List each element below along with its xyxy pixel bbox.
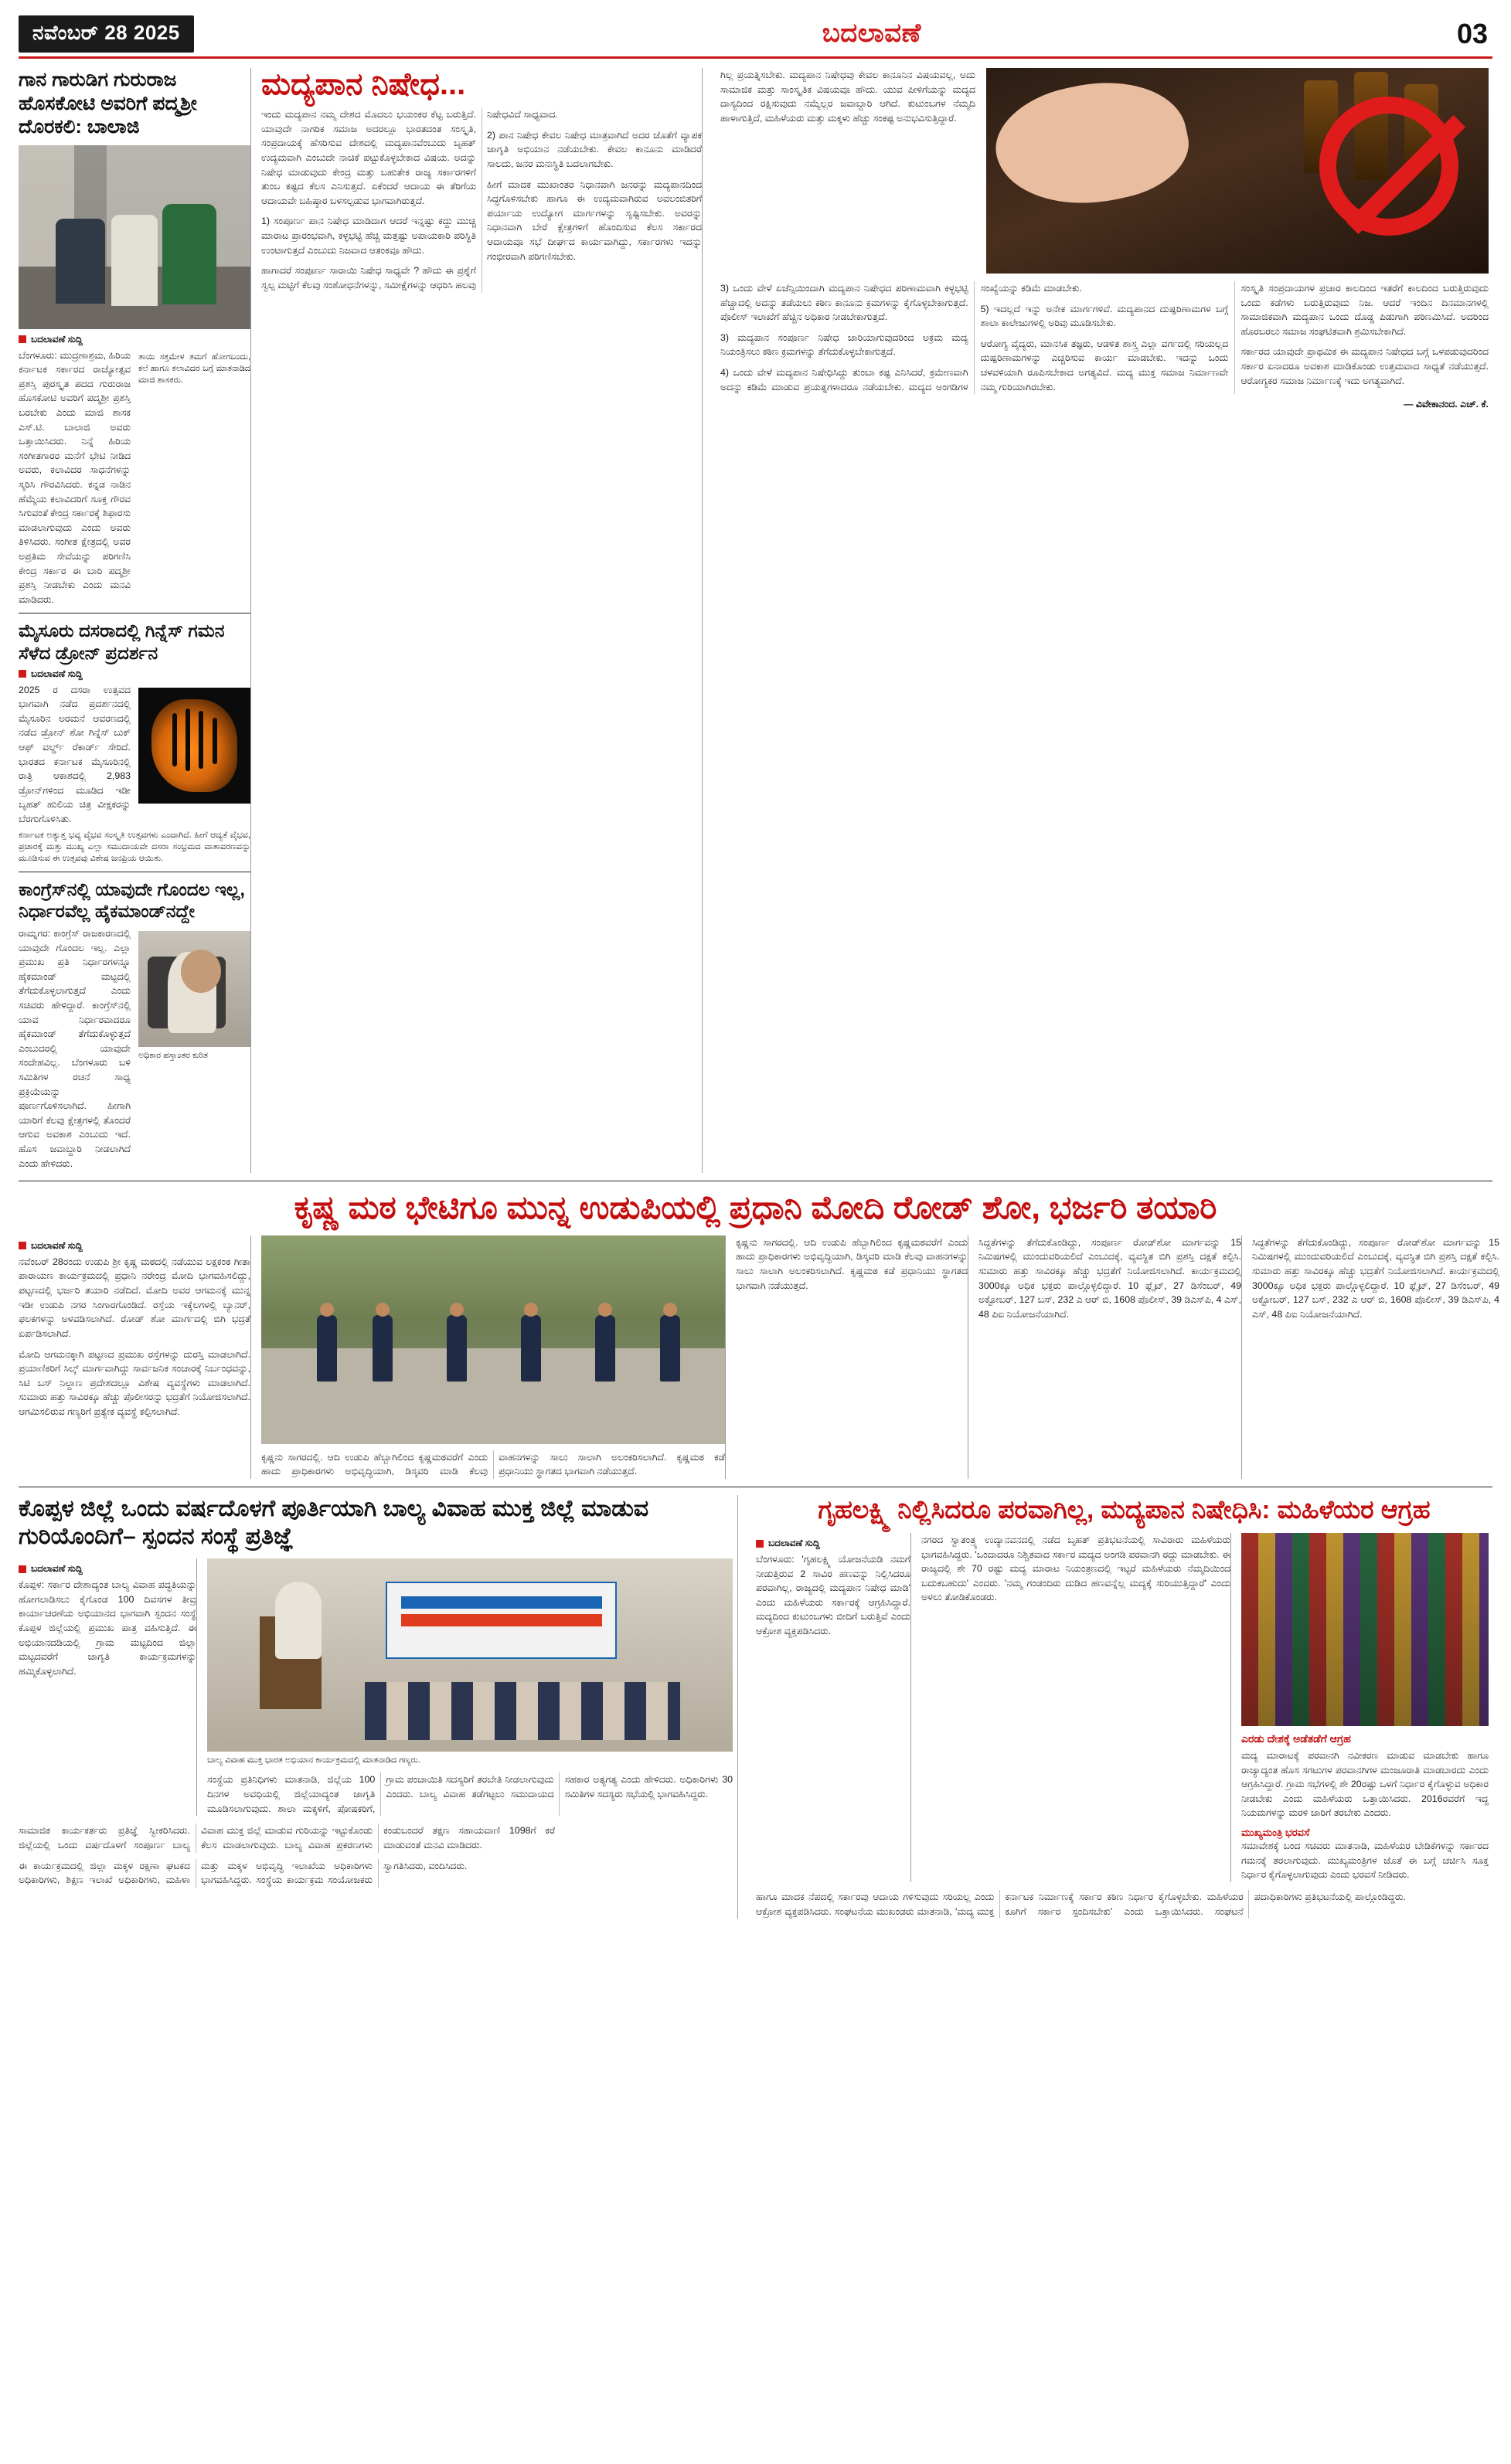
cap-headline-cm: ಮುಖ್ಯಮಂತ್ರಿ ಭರವಸೆ xyxy=(1241,1827,1310,1839)
story-body-drone-show: 2025 ರ ದಸರಾ ಉತ್ಸವದ ಭಾಗವಾಗಿ ನಡೆದ ಪ್ರದರ್ಶನದಲ್ಲಿ ಮೈಸೂರಿನ ಅರಮನೆ ಆವರಣದಲ್ಲಿ ನಡೆದ ಡ್ರೋನ್ ಶೋ ಗಿನ್ನೆಸ್ ಬುಕ್ ಆಫ್ ವರ್ಲ್ಡ್ ರೆಕಾರ್ಡ್ ಸೇರಿದೆ. ಭಾರತದ ಕರ್ನಾಟಕ ಮೈಸೂರಿನಲ್ಲಿ ರಾತ್ರಿ ಆಕಾಶದಲ್ಲಿ 2,983 ಡ್ರೋನ್‌ಗಳಿಂದ ಮೂಡಿದ ಇಡೀ ಬೃಹತ್ ಹುಲಿಯ ಚಿತ್ರ ವೀಕ್ಷಕರನ್ನು ಬೆರಗುಗೊಳಿಸಿತು. xyxy=(19,684,131,825)
gruhalakshmi-col-1: ಬೆಂಗಳೂರು: 'ಗೃಹಲಕ್ಷ್ಮಿ ಯೋಜನೆಯಡಿ ನಮಗೆ ನೀಡುತ್ತಿರುವ 2 ಸಾವಿರ ಹಣವನ್ನು ನಿಲ್ಲಿಸಿದರೂ ಪರವಾಗಿಲ್ಲ, ರಾಜ್ಯದಲ್ಲಿ ಮದ್ಯಪಾನ ನಿಷೇಧ ಮಾಡಿ' ಎಂದು ಮಹಿಳೆಯರು ಸರ್ಕಾರಕ್ಕೆ ಆಗ್ರಹಿಸಿದ್ದಾರೆ. ಮದ್ಯದಿಂದ ಕುಟುಂಬಗಳು ಬೀದಿಗೆ ಬರುತ್ತಿವೆ ಎಂದು ಆಕ್ರೋಶ ವ್ಯಕ್ತಪಡಿಸಿದರು. xyxy=(756,1554,910,1637)
bottom-right-story xyxy=(748,1495,1492,1919)
photo-caption-congress: ಅಧಿಕಾರ ಹಸ್ತಾಂತರ ಕುರಿತ xyxy=(138,1050,209,1060)
feature-col-2: ಆರೋಗ್ಯ ವೈದ್ಯರು, ಮಾನಸಿಕ ತಜ್ಞರು, ಆಡಳಿತ ಶಾಸ್ತ್ರ ಎಲ್ಲಾ ವರ್ಗದಲ್ಲಿ ಸರಿಯಲ್ಲದ ದುಷ್ಪರಿಣಾಮಗಳನ್ನು ಎಚ್ಚರಿಸುವ ಕಾರ್ಯ ಮಾಡಬೇಕು. ಇದನ್ನು ಒಂದು ಚಳವಳಿಯಾಗಿ ರೂಪಿಸಬೇಕಾದ ಅಗತ್ಯವಿದೆ. ಮದ್ಯ ಮುಕ್ತ ಸಮಾಜ ನಿರ್ಮಾಣವೇ ನಮ್ಮ ಗುರಿಯಾಗಿರಬೇಕು. xyxy=(980,338,1229,393)
top-section xyxy=(19,68,1492,1173)
photo-congress-leader xyxy=(138,931,250,1047)
photo-caption-guruaraja: ತಾಯಿ ಸಕ್ತಮೇಳ ತಮಗೆ ಹೋಗಬಂದು, ಕಲೆ ಹಾಗೂ ಕಲಾವಿದರ ಬಗ್ಗೆ ಮಾತನಾಡಿದ ಮಾಜಿ ಶಾಸಕರು. xyxy=(138,352,250,386)
gruhalakshmi-headline: ಗೃಹಲಕ್ಷ್ಮಿ ನಿಲ್ಲಿಸಿದರೂ ಪರವಾಗಿಲ್ಲ, ಮದ್ಯಪಾನ ನಿಷೇಧಿಸಿ: ಮಹಿಳೆಯರ ಆಗ್ರಹ xyxy=(818,1495,1431,1524)
koppal-col-4: ಈ ಕಾರ್ಯಕ್ರಮದಲ್ಲಿ ಜಿಲ್ಲಾ ಮಕ್ಕಳ ರಕ್ಷಣಾ ಘಟಕದ ಅಧಿಕಾರಿಗಳು, ಶಿಕ್ಷಣ ಇಲಾಖೆ ಅಧಿಕಾರಿಗಳು, ಮಹಿಳಾ ಮತ್ತು ಮಕ್ಕಳ ಅಭಿವೃದ್ಧಿ ಇಲಾಖೆಯ ಅಧಿಕಾರಿಗಳು ಭಾಗವಹಿಸಿದ್ದರು. ಸಂಸ್ಥೆಯ ಕಾರ್ಯಕ್ರಮ ಸಂಯೋಜಕರು ಸ್ವಾಗತಿಸಿದರು, ವಂದಿಸಿದರು. xyxy=(19,1860,468,1886)
modi-col-4-dup: ಸಿದ್ಧತೆಗಳನ್ನು ತೆಗೆದುಕೊಂಡಿದ್ದು, ಸಂಪೂರ್ಣ ರೋಡ್‌ಶೋ ಮಾರ್ಗವನ್ನು 15 ನಿಮಿಷಗಳಲ್ಲಿ ಮುಂದುವರಿಯಲಿದೆ ಎಂಬುದಕ್ಕೆ, ವ್ಯವಸ್ಥಿತ ಬಿಗಿ ಪ್ರಶಸ್ತಿ ದಕ್ಷತೆ ಕಲ್ಪಿಸಿ. ಸುಮಾರು ಹತ್ತು ಸಾವಿರಕ್ಕೂ ಹೆಚ್ಚು ಭದ್ರತೆಗೆ ನಿಯೋಜಿಸಲಾಗಿದೆ. ಕಾರ್ಯಕ್ರಮದಲ್ಲಿ 3000ಕ್ಕೂ ಅಧಿಕ ಭಕ್ತರು ಪಾಲ್ಗೊಳ್ಳಲಿದ್ದಾರೆ. 10 ಫ್ಲೈಟ್, 27 ಡಿಸೆಂಬರ್, 49 ಅಕ್ಟೋಬರ್, 127 ಬಸ್, 232 ಎ ಆರ್ ಬಿ, 1608 ಪೊಲೀಸ್, 39 ಡಿಎಸ್‌ಪಿ, 4 ಎಸ್, 48 ಪಿಐ ನಿಯೋಜನೆಯಾಗಿದೆ. xyxy=(1252,1236,1499,1320)
feature-para-1: ಇಂದು ಮದ್ಯಪಾನ ನಮ್ಮ ದೇಶದ ಮೊದಲು ಭಯಂಕರ ಕೆಟ್ಟ ಬರುತ್ತಿದೆ. ಯಾವುದೇ ನಾಗರಿಕ ಸಮಾಜ ಅದರಲ್ಲೂ ಭಾರತದಂತ ಸಂಸ್ಕೃತಿ, ಸಂಪ್ರದಾಯಕ್ಕೆ ಹೆಸರಿಸುವ ದೇಶದಲ್ಲಿ ಮದ್ಯಪಾನವೆಂಬುದು ಬೃಹತ್ ಉದ್ಯಮವಾಗಿ ಎಂಬುದೇ ನಾಚಿಕೆ ಪಟ್ಟುಕೊಳ್ಳಬೇಕಾದ ವಿಷಯ. ಅದನ್ನು ನಿಷೇಧ ಮಾಡುವುದು ಕೇಂದ್ರ ಮತ್ತು ಬಹುತೇಕ ರಾಜ್ಯ ಸರ್ಕಾರಗಳಿಗೆ ತುಂಬ ಕಷ್ಟದ ಕೆಲಸ ಎನಿಸುತ್ತದೆ. ಏಕೆಂದರೆ ಆದಾಯ ಈ ತೆರಿಗೆಯ ಆದಾಯವೇ ಬಹಿಷ್ಠಾರ ಬಳಸಲ್ಪಡುವ ಭಾಗವಾಗಿರುತ್ತದೆ. xyxy=(261,109,476,206)
photo-caption-drone: ಕರ್ನಾಟಕ ಅತ್ಯುತ್ತ ಭವ್ಯ ವೈಭವ ಸಂಸ್ಕೃತಿ ಉತ್ಸವಗಳು ಎಂದಾಗಿದೆ. ಹೀಗೆ ಆದ್ಯತೆ ವೈಭವ, ಪ್ರಚಾರಕ್ಕೆ ಮತ್ತು ಮುಖ್ಯ ಎಲ್ಲಾ ಸಮುದಾಯವೇ ದಸರಾ ಸಂಭ್ರಮದ ವಾತಾವರಣವನ್ನು ಮೂಡಿಸುವ ಈ ಉತ್ಸವವು ವಿಶೇಷ ಜನಪ್ರಿಯ ಆಯಿತು. xyxy=(19,830,250,864)
modi-col-1: ನವೆಂಬರ್ 28ರಂದು ಉಡುಪಿ ಶ್ರೀ ಕೃಷ್ಣ ಮಠದಲ್ಲಿ ನಡೆಯುವ ಲಕ್ಷಕಂಠ ಗೀತಾ ಪಾರಾಯಣ ಕಾರ್ಯಕ್ರಮದಲ್ಲಿ ಪ್ರಧಾನಿ ನರೇಂದ್ರ ಮೋದಿ ಭಾಗವಹಿಸಲಿದ್ದು, ಪಟ್ಟಣದಲ್ಲಿ ಭರ್ಜರಿ ತಯಾರಿ ನಡೆದಿದೆ. ಮೋದಿ ಅವರ ಆಗಮನಕ್ಕೆ ಮುನ್ನ ಇಡೀ ಉಡುಪಿ ನಗರ ಸಿಂಗಾರಗೊಂಡಿದೆ. ರಸ್ತೆಯ ಇಕ್ಕೆಲಗಳಲ್ಲಿ ಬ್ಯಾನರ್, ಫಲಕಗಳನ್ನು ಅಳವಡಿಸಲಾಗಿದೆ. ರೋಡ್ ಶೋ ಮಾರ್ಗದಲ್ಲಿ ಬಿಗಿ ಭದ್ರತೆ ಏರ್ಪಡಿಸಲಾಗಿದೆ. xyxy=(19,1256,250,1339)
byline-modi xyxy=(19,1240,250,1252)
column-divider xyxy=(1230,1533,1241,1882)
column-divider xyxy=(250,68,261,1173)
column-divider xyxy=(910,1533,921,1882)
koppal-col-3: ಸಾಮಾಜಿಕ ಕಾರ್ಯಕರ್ತರು ಪ್ರತಿಜ್ಞೆ ಸ್ವೀಕರಿಸಿದರು. ಜಿಲ್ಲೆಯಲ್ಲಿ ಒಂದು ವರ್ಷದೊಳಗೆ ಸಂಪೂರ್ಣ ಬಾಲ್ಯ ವಿವಾಹ ಮುಕ್ತ ಜಿಲ್ಲೆ ಮಾಡುವ ಗುರಿಯನ್ನು ಇಟ್ಟುಕೊಂಡು ಕೆಲಸ ಮಾಡಲಾಗುವುದು. ಬಾಲ್ಯ ವಿವಾಹ ಪ್ರಕರಣಗಳು ಕಂಡುಬಂದರೆ ತಕ್ಷಣ ಸಹಾಯವಾಣಿ 1098ಗೆ ಕರೆ ಮಾಡುವಂತೆ ಮನವಿ ಮಾಡಿದರು. xyxy=(19,1825,555,1851)
story-body-congress: ರಾಮ್ನಗರ: ಕಾಂಗ್ರೆಸ್ ರಾಜಕಾರಣದಲ್ಲಿ ಯಾವುದೇ ಗೊಂದಲ ಇಲ್ಲ. ಎಲ್ಲಾ ಪ್ರಮುಖ ಪ್ರತಿ ನಿರ್ಧಾರಗಳನ್ನೂ ಹೈಕಮಾಂಡ್ ಮಟ್ಟದಲ್ಲಿ ತೆಗೆದುಕೊಳ್ಳಲಾಗುತ್ತದೆ ಎಂದು ಸಚಿವರು ಹೇಳಿದ್ದಾರೆ. ಕಾಂಗ್ರೆಸ್‌ನಲ್ಲಿ ಯಾವ ನಿರ್ಧಾರವಾದರೂ ಹೈಕಮಾಂಡ್ ತೆಗೆದುಕೊಳ್ಳುತ್ತದೆ ಎಂಬುದರಲ್ಲಿ ಯಾವುದೇ ಸಂದೇಹವಿಲ್ಲ. ಬೆಂಗಳೂರು ಬಳಿ ಸಮಿತಿಗಳ ರಚನೆ ಸಾಧ್ಯ ಪ್ರಕ್ರಿಯೆಯನ್ನು ಪೂರ್ಣಗೊಳಿಸಲಾಗಿದೆ. ಹೀಗಾಗಿ ಯಾರಿಗೆ ಕೆಲವು ಕ್ಷೇತ್ರಗಳಲ್ಲಿ ತೊಂದರೆ ಆಗುವ ಅವಕಾಶ ಎಂಬುದು ಇದೆ. ಹೊಸ ಜವಾಬ್ದಾರಿ ನೀಡಲಾಗಿದೆ ಎಂದು ಹೇಳಿದರು. xyxy=(19,927,131,1169)
photo-women-protest xyxy=(1241,1533,1489,1726)
koppal-col-2: ಸಂಸ್ಥೆಯ ಪ್ರತಿನಿಧಿಗಳು ಮಾತನಾಡಿ, ಜಿಲ್ಲೆಯ 100 ದಿನಗಳ ಅವಧಿಯಲ್ಲಿ ಜಿಲ್ಲೆಯಾದ್ಯಂತ ಜಾಗೃತಿ ಮೂಡಿಸಲಾಗುವುದು. ಶಾಲಾ ಮಕ್ಕಳಿಗೆ, ಪೋಷಕರಿಗೆ, ಗ್ರಾಮ ಪಂಚಾಯಿತಿ ಸದಸ್ಯರಿಗೆ ತರಬೇತಿ ನೀಡಲಾಗುವುದು ಎಂದರು. ಬಾಲ್ಯ ವಿವಾಹ ತಡೆಗಟ್ಟಲು ಸಮುದಾಯದ ಸಹಕಾರ ಅತ್ಯಗತ್ಯ ಎಂದು ಹೇಳಿದರು. ಅಧಿಕಾರಿಗಳು 30 ಸಮಿತಿಗಳ ಸದಸ್ಯರು ಸಭೆಯಲ್ಲಿ ಭಾಗವಹಿಸಿದ್ದರು. xyxy=(207,1774,733,1814)
byline xyxy=(19,334,250,345)
modi-col-2: ಮೋದಿ ಆಗಮನಕ್ಕಾಗಿ ಪಟ್ಟಣದ ಪ್ರಮುಖ ರಸ್ತೆಗಳನ್ನು ದುರಸ್ತಿ ಮಾಡಲಾಗಿದೆ. ಪ್ರಯಾಣಿಕರಿಗೆ ಸಿಲ್ಕ್ ಮಾರ್ಗವಾಗಿದ್ದು ಸಾರ್ವಜನಿಕ ಸಂಚಾರಕ್ಕೆ ನಿರ್ಬಂಧವನ್ನು, ಸಿಟಿ ಬಸ್ ನಿಲ್ದಾಣ ಪ್ರದೇಶದಲ್ಲೂ ವಿಶೇಷ ವ್ಯವಸ್ಥೆಗಳು ಮಾಡಲಾಗಿದೆ. ಸುಮಾರು ಹತ್ತು ಸಾವಿರಕ್ಕೂ ಹೆಚ್ಚು ಪೊಲೀಸರನ್ನು ಭದ್ರತೆಗೆ ನಿಯೋಜಿಸಲಾಗಿದೆ. ಆಗಮಿಸಲಿರುವ ಗಣ್ಯರಿಗೆ ಪ್ರತ್ಯೇಕ ವ್ಯವಸ್ಥೆ ಕಲ್ಪಿಸಲಾಗಿದೆ. xyxy=(19,1348,250,1417)
byline-label: ಬದಲಾವಣೆ ಸುದ್ದಿ xyxy=(31,1239,83,1251)
photo-udupi-roadshow xyxy=(261,1235,725,1444)
gruhalakshmi-col-3: ಹಾಗೂ ಮಾದಕ ನೆಪದಲ್ಲಿ ಸರ್ಕಾರವು ಆದಾಯ ಗಳಿಸುವುದು ಸರಿಯಲ್ಲ ಎಂದು ಆಕ್ರೋಶ ವ್ಯಕ್ತಪಡಿಸಿದರು. ಸಂಘಟನೆಯ ಮುಖಂಡರು ಮಾತನಾಡಿ, 'ಮದ್ಯ ಮುಕ್ತ ಕರ್ನಾಟಕ ನಿರ್ಮಾಣಕ್ಕೆ ಸರ್ಕಾರ ಕಠಿಣ ನಿರ್ಧಾರ ಕೈಗೊಳ್ಳಬೇಕು. ಮಹಿಳೆಯರ ಕೂಗಿಗೆ ಸರ್ಕಾರ ಸ್ಪಂದಿಸಬೇಕು' ಎಂದು ಒತ್ತಾಯಿಸಿದರು. ಸಂಘಟನೆ ಪದಾಧಿಕಾರಿಗಳು ಪ್ರತಿಭಟನೆಯಲ್ಲಿ ಪಾಲ್ಗೊಂಡಿದ್ದರು. xyxy=(756,1891,1406,1917)
feature-list-item-2: 3) ಒಂದು ವೇಳೆ ಏಜೆನ್ಸಿಯಿಂದಾಗಿ ಮದ್ಯಪಾನ ನಿಷೇಧದ ಪರಿಣಾಮವಾಗಿ ಕಳ್ಳಭಟ್ಟಿ ಹೆಚ್ಚಾದಲ್ಲಿ ಅದನ್ನು ತಡೆಯಲು ಕಠಿಣ ಕಾನೂನು ಕ್ರಮಗಳನ್ನು ಕೈಗೊಳ್ಳಬೇಕಾಗುತ್ತದೆ. ಪೊಲೀಸ್ ಇಲಾಖೆಗೆ ಹೆಚ್ಚಿನ ಅಧಿಕಾರ ನೀಡಬೇಕಾಗುತ್ತದೆ. xyxy=(720,283,968,323)
feature-para-3: ಹೀಗೆ ಮಾದಕ ಮುಖಾಂತರ ನಿಧಾನವಾಗಿ ಜನರನ್ನು ಮದ್ಯಪಾನದಿಂದ ಸಿದ್ಧಗೊಳಿಸಬೇಕು ಹಾಗೂ ಈ ಉದ್ಯಮವಾಗಿರುವ ಅವಲಂಬಿತರಿಗೆ ಪರ್ಯಾಯ ಉದ್ಯೋಗ ಮಾರ್ಗಗಳನ್ನು ಸೃಷ್ಟಿಸಬೇಕು. ಅವರನ್ನು ನಿಧಾನವಾಗಿ ಬೇರೆ ಕ್ಷೇತ್ರಗಳಿಗೆ ಹೊಂದಿಸುವ ಕೆಲಸ ಸರ್ಕಾರದ ಆದಾಯವೂ ಸಭೆ ದೀರ್ಘದ ಕಾರ್ಯವಾಗಿದ್ದು, ಸರ್ಕಾರಗಳು ಇದನ್ನು ಗಂಭೀರವಾಗಿ ಪರಿಗಣಿಸಬೇಕು. xyxy=(487,178,702,262)
modi-section xyxy=(19,1181,1499,1479)
byline-gruhalakshmi xyxy=(756,1538,910,1549)
feature-col-1: ಗಿಲ್ಲ ಪ್ರಯತ್ನಿಸಬೇಕು. ಮದ್ಯಪಾನ ನಿಷೇಧವು ಕೇವಲ ಕಾನೂನಿನ ವಿಷಯವಲ್ಲ, ಅದು ಸಾಮಾಜಿಕ ಮತ್ತು ಸಾಂಸ್ಕೃತಿಕ ವಿಷಯವೂ ಹೌದು. ಯುವ ಪೀಳಿಗೆಯನ್ನು ಮದ್ಯದ ದಾಸ್ಯದಿಂದ ರಕ್ಷಿಸುವುದು ನಮ್ಮೆಲ್ಲರ ಜವಾಬ್ದಾರಿ ಆಗಿದೆ. ಕುಟುಂಬಗಳ ನೆಮ್ಮದಿ ಹಾಳಾಗುತ್ತಿದೆ, ಮಹಿಳೆಯರು ಮತ್ತು ಮಕ್ಕಳು ಹೆಚ್ಚು ಸಂಕಷ್ಟ ಅನುಭವಿಸುತ್ತಿದ್ದಾರೆ. xyxy=(720,70,975,124)
feature-list-item-1: 2) ಪಾನ ನಿಷೇಧ ಕೇವಲ ನಿಷೇಧ ಮಾತ್ರವಾಗಿದೆ ಅದರ ಜೊತೆಗೆ ವ್ಯಾಪಕ ಜಾಗೃತಿ ಅಭಿಯಾನ ನಡೆಯಬೇಕು. ಕೇವಲ ಕಾನೂನು ಮಾಡಿದರೆ ಸಾಲದು, ಜನರ ಮನಃಸ್ಥಿತಿ ಬದಲಾಗಬೇಕು. xyxy=(487,129,702,170)
feature-col-3-mid: ಸರ್ಕಾರದ ಯಾವುದೇ ಪ್ರಾಥಮಿಕ ಈ ಮದ್ಯಪಾನ ನಿಷೇಧದ ಬಗ್ಗೆ ಒಳಪಡುವುದರಿಂದ ಸರ್ಕಾರ ಏನಾದರೂ ಅವಕಾಶ ಮಾಡಿಕೊಂಡು ಉತ್ತಮವಾದ ಸಾಧ್ಯತೆ ನಡೆಯುತ್ತದೆ. ಆರೋಗ್ಯಕರ ಸಮಾಜ ನಿರ್ಮಾಣಕ್ಕೆ ಇದು ಅಗತ್ಯವಾಗಿದೆ. xyxy=(1240,346,1489,386)
modi-headline: ಕೃಷ್ಣ ಮಠ ಭೇಟಿಗೂ ಮುನ್ನ ಉಡುಪಿಯಲ್ಲಿ ಪ್ರಧಾನಿ ಮೋದಿ ರೋಡ್ ಶೋ, ಭರ್ಜರಿ ತಯಾರಿ xyxy=(294,1189,1217,1225)
koppal-col-1: ಕೊಪ್ಪಳ: ಸರ್ಕಾರ ದೇಶಾದ್ಯಂತ ಬಾಲ್ಯ ವಿವಾಹ ಪದ್ಧತಿಯನ್ನು ಹೋಗಲಾಡಿಸಲು ಕೈಗೊಂಡ 100 ದಿವಸಗಳ ತೀವ್ರ ಕಾರ್ಯಾಚರಣೆಯ ಅಭಿಯಾನದ ಭಾಗವಾಗಿ ಸ್ಪಂದನ ಸಂಸ್ಥೆ ಕೊಪ್ಪಳ ಜಿಲ್ಲೆಯಲ್ಲಿ ಪ್ರಮುಖ ಪಾತ್ರ ವಹಿಸುತ್ತಿದೆ. ಈ ಅಭಿಯಾನದಡಿಯಲ್ಲಿ ಗ್ರಾಮ ಮಟ್ಟದಿಂದ ಜಿಲ್ಲಾ ಮಟ್ಟದವರೆಗೆ ಜಾಗೃತಿ ಕಾರ್ಯಕ್ರಮಗಳನ್ನು ಹಮ್ಮಿಕೊಳ್ಳಲಾಗಿದೆ. xyxy=(19,1579,196,1677)
gruhalakshmi-col-5: ಸಮಾವೇಶಕ್ಕೆ ಬಂದ ಸಚಿವರು ಮಾತನಾಡಿ, ಮಹಿಳೆಯರ ಬೇಡಿಕೆಗಳನ್ನು ಸರ್ಕಾರದ ಗಮನಕ್ಕೆ ತರಲಾಗುವುದು. ಮುಖ್ಯಮಂತ್ರಿಗಳ ಜೊತೆ ಈ ಬಗ್ಗೆ ಚರ್ಚಿಸಿ ಸೂಕ್ತ ನಿರ್ಧಾರ ಕೈಗೊಳ್ಳಲಾಗುವುದು ಎಂದು ಭರವಸೆ ನೀಡಿದರು. xyxy=(1241,1840,1489,1881)
byline-label: ಬದಲಾವಣೆ ಸುದ್ದಿ xyxy=(31,668,83,679)
bottom-left-story xyxy=(19,1495,737,1919)
byline-marker-icon xyxy=(19,1565,26,1573)
column-divider xyxy=(737,1495,748,1919)
sub-headline-permit: ಎರಡು ದೇಶಕ್ಕೆ ಅಡೆತಡೆಗೆ ಆಗ್ರಹ xyxy=(1241,1732,1351,1745)
modi-col-4: ಸಿದ್ಧತೆಗಳನ್ನು ತೆಗೆದುಕೊಂಡಿದ್ದು, ಸಂಪೂರ್ಣ ರೋಡ್‌ಶೋ ಮಾರ್ಗವನ್ನು 15 ನಿಮಿಷಗಳಲ್ಲಿ ಮುಂದುವರಿಯಲಿದೆ ಎಂಬುದಕ್ಕೆ, ವ್ಯವಸ್ಥಿತ ಬಿಗಿ ಪ್ರಶಸ್ತಿ ದಕ್ಷತೆ ಕಲ್ಪಿಸಿ. ಸುಮಾರು ಹತ್ತು ಸಾವಿರಕ್ಕೂ ಹೆಚ್ಚು ಭದ್ರತೆಗೆ ನಿಯೋಜಿಸಲಾಗಿದೆ. ಕಾರ್ಯಕ್ರಮದಲ್ಲಿ 3000ಕ್ಕೂ ಅಧಿಕ ಭಕ್ತರು ಪಾಲ್ಗೊಳ್ಳಲಿದ್ದಾರೆ. 10 ಫ್ಲೈಟ್, 27 ಡಿಸೆಂಬರ್, 49 ಅಕ್ಟೋಬರ್, 127 ಬಸ್, 232 ಎ ಆರ್ ಬಿ, 1608 ಪೊಲೀಸ್, 39 ಡಿಎಸ್‌ಪಿ, 4 ಎಸ್, 48 ಪಿಐ ನಿಯೋಜನೆಯಾಗಿದೆ. xyxy=(978,1236,1241,1320)
date-badge: ನವೆಂಬರ್ 28 2025 xyxy=(19,15,194,53)
story-body-gana-garudiga: ಬೆಂಗಳೂರು: ಮುದ್ರಣಾಶ್ರಮ, ಹಿರಿಯ ಕರ್ನಾಟಕ ಸರ್ಕಾರದ ರಾಜ್ಯೋತ್ಸವ ಪ್ರಶಸ್ತಿ ಪುರಸ್ಕೃತ ಪದದ ಗುರುರಾಜ ಹೊಸಕೋಟಿ ಅವರಿಗೆ ಪದ್ಮಶ್ರೀ ಪ್ರಶಸ್ತಿ ಬರಬೇಕು ಎಂದು ಮಾಜಿ ಶಾಸಕ ಎಸ್.ಟಿ. ಬಾಲಾಜಿ ಅವರು ಒತ್ತಾಯಿಸಿದರು. ನಿನ್ನೆ ಹಿರಿಯ ಸಂಗೀತಗಾರರ ಮನೆಗೆ ಭೇಟಿ ನೀಡಿದ ಅವರು, ಕಲಾವಿದರ ಸಾಧನೆಗಳನ್ನು ಸ್ಮರಿಸಿ ಗೌರವಿಸಿದರು. ಕನ್ನಡ ನಾಡಿನ ಹೆಮ್ಮೆಯ ಕಲಾವಿದರಿಗೆ ಸೂಕ್ತ ಗೌರವ ಸಿಗುವಂತೆ ಕೇಂದ್ರ ಸರ್ಕಾರಕ್ಕೆ ಶಿಫಾರಸು ಮಾಡಲಾಗುವುದು ಎಂದು ಅವರು ತಿಳಿಸಿದರು. ಸಂಗೀತ ಕ್ಷೇತ್ರದಲ್ಲಿ ಅವರ ಅಪ್ರತಿಮ ಸೇವೆಯನ್ನು ಪರಿಗಣಿಸಿ ಕೇಂದ್ರ ಸರ್ಕಾರ ಈ ಬಾರಿ ಪದ್ಮಶ್ರೀ ಪ್ರಶಸ್ತಿ ನೀಡಬೇಕು ಎಂದು ಮನವಿ ಮಾಡಿದರು. xyxy=(19,349,131,605)
photo-drone-tiger xyxy=(138,688,250,804)
masthead xyxy=(19,14,1492,59)
gruhalakshmi-col-4: ಮದ್ಯ ಮಾರಾಟಕ್ಕೆ ಪರವಾನಗಿ ನವೀಕರಣ ಮಾಡುವ ಮಾಡಬೇಕು ಹಾಗೂ ರಾಜ್ಯಾದ್ಯಂತ ಹೊಸ ಸಗಟುಗಳ ಪರವಾನಗಿಗಳ ಮಂಜೂರಾತಿ ಮಾಡಬಾರದು ಎಂದು ಆಗ್ರಹಿಸಿದ್ದಾರೆ. ಗ್ರಾಮ ಸಭೆಗಳಲ್ಲಿ ಶೇ 20ರಷ್ಟು ಒಳಗೆ ನಿರ್ಧಾರ ಕೈಗೊಳ್ಳುವ ಅಧಿಕಾರ ನೀಡಬೇಕು ಎಂದು ಮಹಿಳೆಯರು ಒತ್ತಾಯಿಸಿದರು. 2016ರವರೆಗೆ ಇದ್ದ ನಿಯಮಗಳನ್ನು ಮರಳಿ ಜಾರಿಗೆ ತರಬೇಕು ಎಂದರು. xyxy=(1241,1750,1489,1819)
column-divider xyxy=(196,1558,207,1816)
story-headline-congress: ಕಾಂಗ್ರೆಸ್‌ನಲ್ಲಿ ಯಾವುದೇ ಗೊಂದಲ ಇಲ್ಲ, ನಿರ್ಧಾರವೆಲ್ಲ ಹೈಕಮಾಂಡ್‌ನದ್ದೇ xyxy=(19,879,245,921)
modi-col-3: ಕೃಷ್ಣನು ಸಾಗರದಲ್ಲಿ. ಆದಿ ಉಡುಪಿ ಹೆಬ್ಬಾಗಿಲಿಂದ ಕೃಷ್ಣಮಠವರೆಗೆ ಎಂದು ಹಾದು ಪ್ರಾಧಿಕಾರಗಳು ಅಭಿವೃದ್ಧಿಯಾಗಿ, ಡಿಸ್ಕವರಿ ಮಾಡಿ ಕೆಲವು ವಾಹನಗಳನ್ನು ಸಾಲು ಸಾಲಾಗಿ ಅಲಂಕರಿಸಲಾಗಿದೆ. ಕೃಷ್ಣಮಠ ಕಡೆ ಪ್ರಧಾನಿಯು ಸ್ಥಾಗತದ ಭಾಗವಾಗಿ ನಡೆಯುತ್ತದೆ. xyxy=(261,1451,725,1477)
right-column xyxy=(713,68,1489,1173)
feature-list-item-0: 1) ಸಂಪೂರ್ಣ ಪಾನ ನಿಷೇಧ ಮಾಡಿದಾಗ ಆದರೆ ಇನ್ನಷ್ಟು ಕದ್ದು ಮುಚ್ಚಿ ಮಾರಾಟ ಪ್ರಾರಂಭವಾಗಿ, ಕಳ್ಳಭಟ್ಟಿ ಹೆಚ್ಚಿ ಮತ್ತಷ್ಟು ಅಪಾಯಕಾರಿ ಪರಿಸ್ಥಿತಿ ಉಂಟಾಗುತ್ತದೆ ಎಂಬುದು ನಿಜವಾದ ಆತಂಕವೂ ಹೌದು. xyxy=(261,216,476,256)
gruhalakshmi-col-2: ನಗರದ ಸ್ವಾತಂತ್ರ್ಯ ಉದ್ಯಾನವನದಲ್ಲಿ ನಡೆದ ಬೃಹತ್ ಪ್ರತಿಭಟನೆಯಲ್ಲಿ ಸಾವಿರಾರು ಮಹಿಳೆಯರು ಭಾಗವಹಿಸಿದ್ದರು. 'ಒಂದಾದರೂ ನಿಶ್ಚಿತವಾದ ಸರ್ಕಾರ ಮದ್ಯದ ಅಂಗಡಿ ಪರವಾನಗಿ ರದ್ದು ಮಾಡಬೇಕು. ಈ ರಾಜ್ಯದಲ್ಲಿ ಶೇ 70 ರಷ್ಟು ಮದ್ಯ ಮಾರಾಟ ನಿಯಂತ್ರಣದಲ್ಲಿ ಇಟ್ಟರೆ ಮಹಿಳೆಯರು ನೆಮ್ಮದಿಯಿಂದ ಬದುಕಬಹುದು' ಎಂದರು. 'ನಮ್ಮ ಗಂಡಂದಿರು ದುಡಿದ ಹಣವನ್ನೆಲ್ಲ ಮದ್ಯಕ್ಕೆ ಸುರಿಯುತ್ತಿದ್ದಾರೆ' ಎಂದು ಅಳಲು ತೋಡಿಕೊಂಡರು. xyxy=(921,1534,1230,1603)
koppal-headline: ಕೊಪ್ಪಳ ಜಿಲ್ಲೆ ಒಂದು ವರ್ಷದೊಳಗೆ ಪೂರ್ತಿಯಾಗಿ ಬಾಲ್ಯ ವಿವಾಹ ಮುಕ್ತ ಜಿಲ್ಲೆ ಮಾಡುವ ಗುರಿಯೊಂದಿಗೆ– ಸ್ಪಂದನ ಸಂಸ್ಥೆ ಪ್ರತಿಜ್ಞೆ xyxy=(19,1496,649,1550)
byline-marker-icon xyxy=(19,670,26,678)
feature-author-signature: — ವಿವೇಕಾನಂದ. ಎಚ್. ಕೆ. xyxy=(1404,399,1489,410)
feature-col-3-top: ಸಂಸ್ಕೃತಿ ಸಂಪ್ರದಾಯಗಳ ಪ್ರಚಾರ ಕಾಲದಿಂದ ಇತರೆಗೆ ಕಾಲದಿಂದ ಬರುತ್ತಿರುವುದು ಒಂದು ಕಡೆಗಳು ಬರುತ್ತಿರುವುದು ನಿಜ. ಆದರೆ ಇಂದಿನ ದಿನಮಾನಗಳಲ್ಲಿ ಸಾಮಾಜಿಕವಾಗಿ ಮದ್ಯಪಾನ ಒಂದು ದೊಡ್ಡ ಪಿಡುಗಾಗಿ ಪರಿಣಮಿಸಿದೆ. ಅದರಿಂದ ಹೊರಬರಲು ಸಮಾಜ ಸಂಘಟಿತವಾಗಿ ಶ್ರಮಿಸಬೇಕಾಗಿದೆ. xyxy=(1240,283,1489,337)
modi-col-3-dup: ಕೃಷ್ಣನು ಸಾಗರದಲ್ಲಿ. ಆದಿ ಉಡುಪಿ ಹೆಬ್ಬಾಗಿಲಿಂದ ಕೃಷ್ಣಮಠವರೆಗೆ ಎಂದು ಹಾದು ಪ್ರಾಧಿಕಾರಗಳು ಅಭಿವೃದ್ಧಿಯಾಗಿ, ಡಿಸ್ಕವರಿ ಮಾಡಿ ಕೆಲವು ವಾಹನಗಳನ್ನು ಸಾಲು ಸಾಲಾಗಿ ಅಲಂಕರಿಸಲಾಗಿದೆ. ಕೃಷ್ಣಮಠ ಕಡೆ ಪ್ರಧಾನಿಯು ಸ್ಥಾಗತದ ಭಾಗವಾಗಿ ನಡೆಯುತ್ತದೆ. xyxy=(736,1236,968,1291)
feature-list-item-5: 5) ಇದಲ್ಲದೆ ಇನ್ನು ಅನೇಕ ಮಾರ್ಗಗಳಿವೆ. ಮದ್ಯಪಾನದ ದುಷ್ಪರಿಣಾಮಗಳ ಬಗ್ಗೆ ಶಾಲಾ ಕಾಲೇಜುಗಳಲ್ಲಿ ಅರಿವು ಮೂಡಿಸಬೇಕು. xyxy=(980,303,1229,329)
byline-marker-icon xyxy=(19,335,26,343)
byline-koppal xyxy=(19,1563,196,1575)
photo-guruaraja-visit xyxy=(19,145,250,329)
photo-alcohol-ban xyxy=(986,68,1489,274)
feature-list-item-3: 3) ಮದ್ಯಪಾನ ಸಂಪೂರ್ಣ ನಿಷೇಧ ಜಾರಿಯಾಗುವುದರಿಂದ ಅಕ್ರಮ ಮದ್ಯ ನಿಯಂತ್ರಿಸಲು ಕಠಿಣ ಕ್ರಮಗಳನ್ನು ತೆಗೆದುಕೊಳ್ಳಬೇಕಾಗುತ್ತದೆ. xyxy=(720,331,968,358)
story-headline-gana-garudiga: ಗಾನ ಗಾರುಡಿಗ ಗುರುರಾಜ ಹೊಸಕೋಟಿ ಅವರಿಗೆ ಪದ್ಮಶ್ರೀ ದೊರಕಲಿ: ಬಾಲಾಜಿ xyxy=(19,69,197,138)
byline-label: ಬದಲಾವಣೆ ಸುದ್ದಿ xyxy=(768,1538,820,1549)
byline-marker-icon xyxy=(19,1242,26,1249)
column-divider xyxy=(250,1235,261,1479)
byline-label: ಬದಲಾವಣೆ ಸುದ್ದಿ xyxy=(31,333,83,345)
photo-child-marriage-free-bharat xyxy=(207,1558,733,1752)
column-divider xyxy=(702,68,713,1173)
photo-caption-koppal: ಬಾಲ್ಯ ವಿವಾಹ ಮುಕ್ತ ಭಾರತ ಅಭಿಯಾನ ಕಾರ್ಯಕ್ರಮದಲ್ಲಿ ಮಾತನಾಡಿದ ಗಣ್ಯರು. xyxy=(207,1755,420,1766)
left-column xyxy=(19,68,250,1173)
column-divider xyxy=(725,1235,736,1479)
story-headline-drone-show: ಮೈಸೂರು ದಸರಾದಲ್ಲಿ ಗಿನ್ನೆಸ್ ಗಮನ ಸೆಳೆದ ಡ್ರೋನ್ ಪ್ರದರ್ಶನ xyxy=(19,620,225,663)
column-divider xyxy=(968,1235,978,1479)
banner-child-marriage-free-bharat xyxy=(386,1582,617,1659)
page-number: 03 xyxy=(1456,17,1488,49)
feature-para-2: ಹಾಗಾದರೆ ಸಂಪೂರ್ಣ ಸಾರಾಯಿ ನಿಷೇಧ ಸಾಧ್ಯವೇ ? ಹೌದು ಈ ಪ್ರಶ್ನೆಗೆ ಸ್ವಲ್ಪ ಮಟ್ಟಿಗೆ ಕೆಲವು ಸಂಶೋಧನೆಗಳನ್ನು, ಸಮೀಕ್ಷೆಗಳನ್ನು ಆಧರಿಸಿ ಹಲವು ನಿಷೇಧವಿದೆ ಸಾಧ್ಯವಾದ. xyxy=(261,109,558,291)
bottom-section xyxy=(19,1487,1492,1919)
column-divider xyxy=(1241,1235,1252,1479)
byline-marker-icon xyxy=(756,1540,764,1548)
prohibition-sign-icon xyxy=(1319,97,1458,236)
feature-headline-madyapana-nishedha: ಮದ್ಯಪಾನ ನಿಷೇಧ... xyxy=(261,67,466,101)
byline-drone xyxy=(19,668,250,680)
mid-column xyxy=(261,68,702,1173)
paper-name: ಬದಲಾವಣೆ xyxy=(822,19,921,48)
feature-list-item-4: 4) ಒಂದು ವೇಳೆ ಮದ್ಯಪಾನ ನಿಷೇಧಿಸಿದ್ದು ತುಂಬಾ ಕಷ್ಟ ಎನಿಸಿದರೆ, ಕ್ರಮೇಣವಾಗಿ ಅದನ್ನು ಕಡಿಮೆ ಮಾಡುವ ಪ್ರಯತ್ನಗಳಾದರೂ ನಡೆಯಬೇಕು. ಮದ್ಯದ ಅಂಗಡಿಗಳ ಸಂಖ್ಯೆಯನ್ನು ಕಡಿಮೆ ಮಾಡಬೇಕು. xyxy=(720,283,1082,393)
byline-label: ಬದಲಾವಣೆ ಸುದ್ದಿ xyxy=(31,1563,83,1575)
